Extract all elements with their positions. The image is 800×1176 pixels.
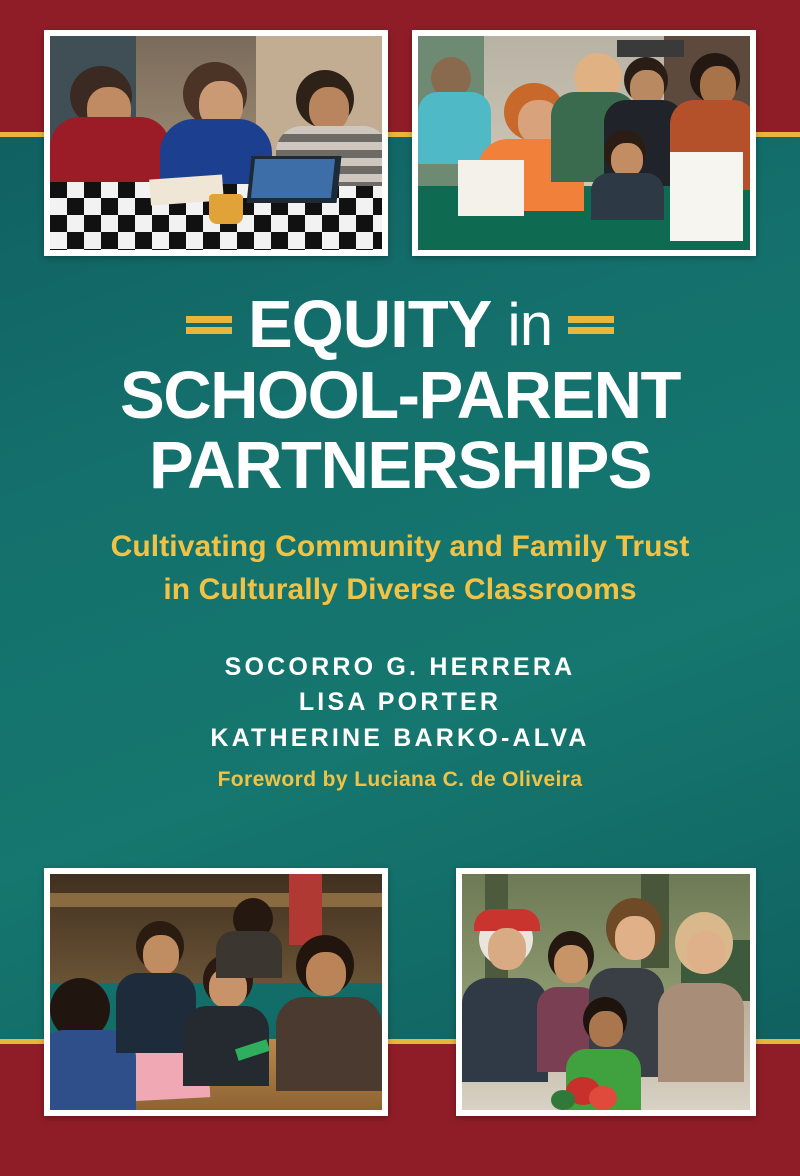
title-word-in: in	[507, 291, 553, 358]
author-list	[0, 650, 800, 757]
subtitle-line-1: Cultivating Community and Family Trust	[110, 530, 690, 564]
photo-top-right	[412, 30, 756, 256]
title-line-1	[0, 286, 800, 362]
foreword-credit: Foreword by Luciana C. de Oliveira	[217, 768, 583, 792]
title-word-equity: EQUITY	[247, 286, 492, 362]
title-line-3: PARTNERSHIPS	[149, 427, 651, 503]
photo-top-left	[44, 30, 388, 256]
photo-bottom-right	[456, 868, 756, 1116]
title-line-2: SCHOOL-PARENT	[120, 358, 680, 433]
author-3: KATHERINE BARKO-ALVA	[210, 723, 590, 752]
gold-rule-right-icon	[568, 316, 614, 334]
title-block	[0, 286, 800, 792]
subtitle-line-2: in Culturally Diverse Classrooms	[163, 572, 637, 606]
author-2: LISA PORTER	[298, 688, 502, 717]
author-1: SOCORRO G. HERRERA	[224, 652, 576, 681]
gold-rule-left-icon	[186, 316, 232, 334]
subtitle	[0, 526, 800, 611]
photo-bottom-left	[44, 868, 388, 1116]
